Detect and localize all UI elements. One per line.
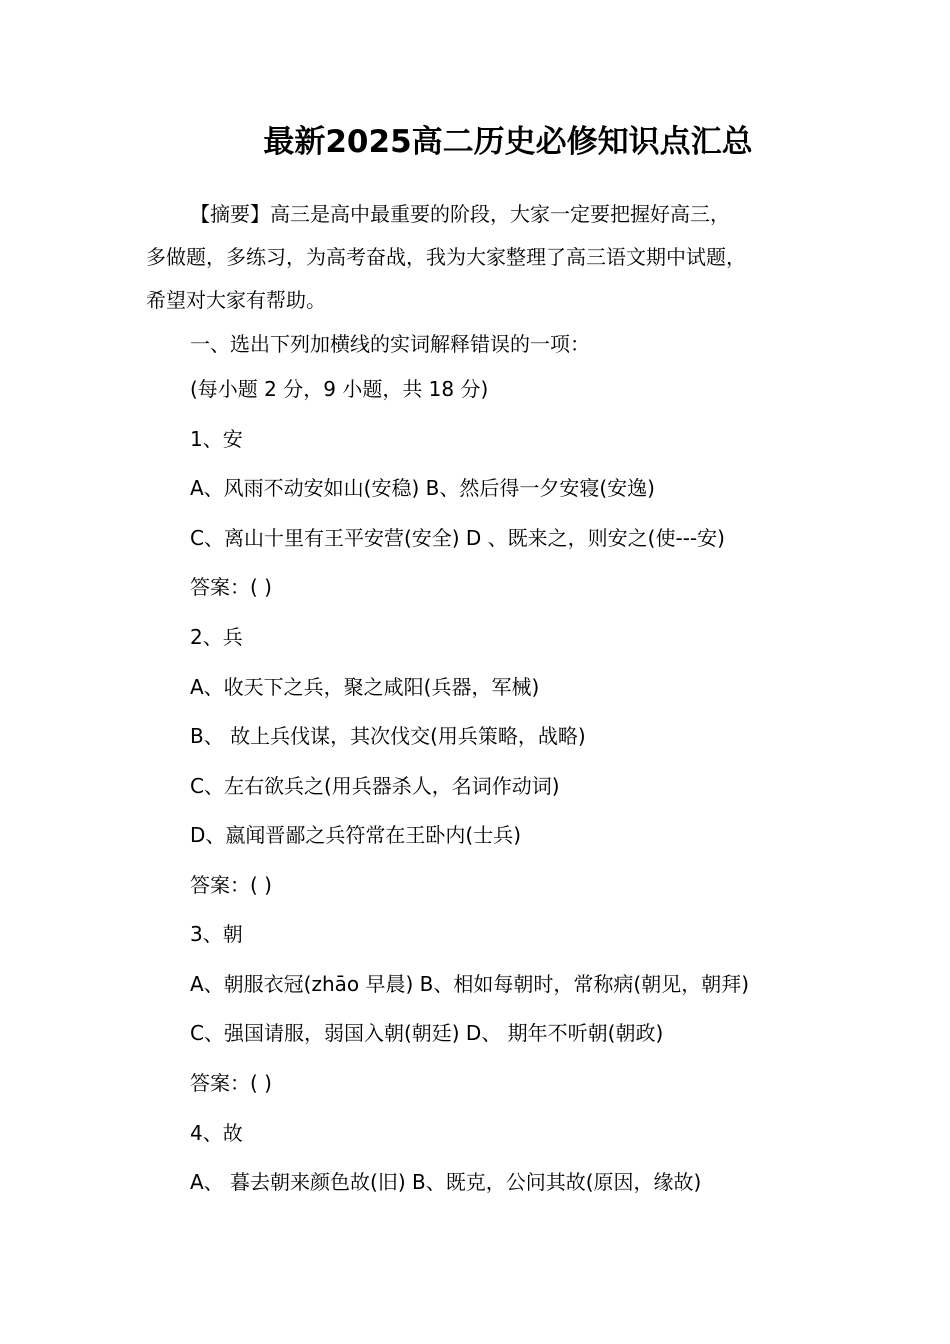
abstract-line: 希望对大家有帮助。	[146, 288, 326, 312]
option-line: C、左右欲兵之(用兵器杀人，名词作动词)	[190, 774, 560, 798]
option-line: D、嬴闻晋鄙之兵符常在王卧内(士兵)	[190, 823, 522, 847]
answer-line: 答案：( )	[190, 575, 272, 599]
section-heading: 一、选出下列加横线的实词解释错误的一项：	[190, 332, 590, 356]
question-heading: 4、故	[190, 1121, 243, 1145]
abstract-paragraph	[146, 193, 836, 322]
option-line: B、 故上兵伐谋，其次伐交(用兵策略，战略)	[190, 724, 586, 748]
answer-line: 答案：( )	[190, 1071, 272, 1095]
question-heading: 1、安	[190, 427, 243, 451]
option-line: A、 暮去朝来颜色故(旧) B、既克，公问其故(原因，缘故)	[190, 1170, 702, 1194]
option-line: A、风雨不动安如山(安稳) B、然后得一夕安寝(安逸)	[190, 476, 655, 500]
option-line: C、强国请服，弱国入朝(朝廷) D、 期年不听朝(朝政)	[190, 1021, 664, 1045]
abstract-line: 多做题，多练习，为高考奋战，我为大家整理了高三语文期中试题，	[146, 245, 746, 269]
document-title: 最新2025高二历史必修知识点汇总	[263, 124, 753, 160]
answer-line: 答案：( )	[190, 873, 272, 897]
abstract-line: 【摘要】高三是高中最重要的阶段，大家一定要把握好高三，	[190, 202, 730, 226]
question-heading: 2、兵	[190, 625, 243, 649]
option-line: C、离山十里有王平安营(安全) D 、既来之，则安之(使---安)	[190, 526, 725, 550]
option-line: A、收天下之兵，聚之咸阳(兵器，军械)	[190, 675, 540, 699]
scoring-note: (每小题 2 分，9 小题，共 18 分)	[190, 377, 489, 401]
question-heading: 3、朝	[190, 922, 243, 946]
option-line: A、朝服衣冠(zhāo 早晨) B、相如每朝时，常称病(朝见，朝拜)	[190, 972, 749, 996]
